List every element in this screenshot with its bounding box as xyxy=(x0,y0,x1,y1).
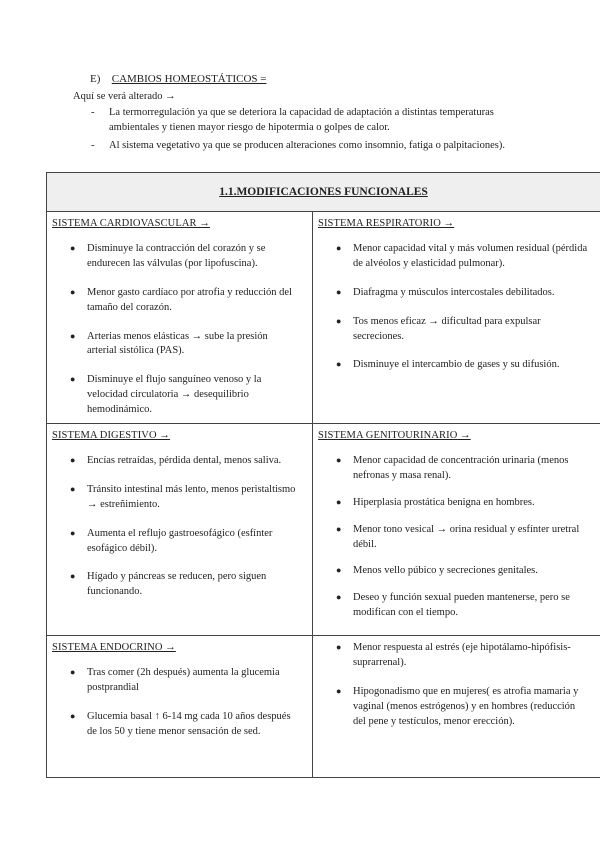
bullet-icon: ● xyxy=(70,483,76,494)
bullet-icon: ● xyxy=(70,286,76,297)
bullet-icon: ● xyxy=(336,592,342,603)
list-item xyxy=(313,242,588,272)
list-item-text: Encías retraídas, pérdida dental, menos saliva. xyxy=(87,454,282,466)
list-item-text: Menor tono vesical → orina residual y esfínter uretral débil. xyxy=(353,523,580,550)
list-item xyxy=(313,591,588,621)
cell-cardiovascular xyxy=(47,212,313,424)
cell-endocrino-continued xyxy=(313,636,600,778)
dash-marker: - xyxy=(91,139,95,151)
list-item-text: Arterias menos elásticas → sube la presión arterial sistólica (PAS). xyxy=(87,330,268,357)
cell-respiratorio xyxy=(313,212,600,424)
cell-digestivo xyxy=(47,424,313,636)
section-title: CAMBIOS HOMEOSTÁTICOS = xyxy=(111,73,267,85)
list-item xyxy=(313,523,588,553)
endocrino-title: SISTEMA ENDOCRINO → xyxy=(52,642,176,653)
list-item-text: Deseo y función sexual pueden mantenerse, pero se modifican con el tiempo. xyxy=(353,592,570,619)
bullet-icon: ● xyxy=(70,571,76,582)
bullet-icon: ● xyxy=(70,330,76,341)
section-letter: E) xyxy=(90,73,101,85)
bullet-icon: ● xyxy=(336,286,342,297)
list-item-text: Hiperplasia prostática benigna en hombres. xyxy=(353,496,535,508)
list-item xyxy=(313,454,588,484)
dash-marker: - xyxy=(91,107,95,118)
table-title-cell xyxy=(47,173,600,212)
list-item-text: Menor respuesta al estrés (eje hipotálamo-hipófisis-suprarrenal). xyxy=(353,642,571,668)
section-heading xyxy=(90,72,266,88)
list-item xyxy=(47,666,300,696)
list-item xyxy=(313,685,588,730)
cardiovascular-title: SISTEMA CARDIOVASCULAR → xyxy=(52,218,210,229)
bullet-icon: ● xyxy=(336,454,342,465)
bullet-icon: ● xyxy=(70,242,76,253)
list-item-text: Tránsito intestinal más lento, menos peristaltismo → estreñimiento. xyxy=(87,483,296,510)
list-item xyxy=(47,242,300,272)
list-item xyxy=(47,570,300,600)
bullet-icon: ● xyxy=(336,685,342,696)
bullet-icon: ● xyxy=(336,565,342,576)
cell-endocrino xyxy=(47,636,313,778)
dash-list-item xyxy=(91,139,531,154)
intro-text: Aquí se verá alterado → xyxy=(73,91,176,102)
bullet-icon: ● xyxy=(70,666,76,677)
cell-genitourinario xyxy=(313,424,600,636)
list-item-text: Aumenta el reflujo gastroesofágico (esfínter esofágico débil). xyxy=(87,527,273,554)
list-item xyxy=(313,641,588,671)
list-item-text: Menos vello púbico y secreciones genitales. xyxy=(353,565,538,577)
list-item xyxy=(313,286,588,301)
list-item-text: Menor capacidad vital y más volumen residual (pérdida de alvéolos y elasticidad pulmonar). xyxy=(353,242,588,269)
functional-changes-table xyxy=(46,172,600,778)
genitourinario-title: SISTEMA GENITOURINARIO → xyxy=(318,430,471,441)
bullet-icon: ● xyxy=(336,315,342,326)
list-item xyxy=(47,454,300,469)
dash-list-item xyxy=(91,106,531,136)
list-item-text: Hipogonadismo que en mujeres( es atrofia mamaria y vaginal (menos estrógenos) y en hombres (reducción del pene y testículos, menor erección). xyxy=(353,685,579,727)
dash-item-text: Al sistema vegetativo ya que se producen alteraciones como insomnio, fatiga o palpitaciones). xyxy=(109,139,505,151)
list-item xyxy=(313,358,588,373)
list-item-text: Glucemia basal ↑ 6-14 mg cada 10 años después de los 50 y tiene menor sensación de sed. xyxy=(87,710,291,737)
bullet-icon: ● xyxy=(70,454,76,465)
bullet-icon: ● xyxy=(336,359,342,370)
list-item-text: Hígado y páncreas se reducen, pero siguen funcionando. xyxy=(87,571,267,598)
bullet-icon: ● xyxy=(70,710,76,721)
bullet-icon: ● xyxy=(336,496,342,507)
dash-item-text: La termorregulación ya que se deteriora la capacidad de adaptación a distintas temperaturas ambientales y tienen mayor riesgo de hipotermia o golpes de calor. xyxy=(109,107,494,133)
bullet-icon: ● xyxy=(70,374,76,385)
bullet-icon: ● xyxy=(336,523,342,534)
list-item xyxy=(47,527,300,557)
list-item xyxy=(47,710,300,740)
list-item xyxy=(47,373,300,418)
list-item xyxy=(313,496,588,511)
list-item-text: Menor capacidad de concentración urinaria (menos nefronas y masa renal). xyxy=(353,454,569,481)
bullet-icon: ● xyxy=(70,527,76,538)
list-item xyxy=(47,330,300,360)
list-item-text: Disminuye la contracción del corazón y se endurecen las válvulas (por lipofuscina). xyxy=(87,242,266,269)
bullet-icon: ● xyxy=(336,242,342,253)
list-item-text: Disminuye el flujo sanguíneo venoso y la velocidad circulatoria → desequilibrio hemodinámico. xyxy=(87,374,262,416)
list-item-text: Tos menos eficaz → dificultad para expulsar secreciones. xyxy=(353,315,541,342)
digestivo-title: SISTEMA DIGESTIVO → xyxy=(52,430,170,441)
table-title: 1.1.MODIFICACIONES FUNCIONALES xyxy=(219,185,428,198)
dash-list xyxy=(91,106,531,157)
list-item xyxy=(47,286,300,316)
list-item-text: Menor gasto cardíaco por atrofia y reducción del tamaño del corazón. xyxy=(87,286,292,313)
respiratorio-title: SISTEMA RESPIRATORIO → xyxy=(318,218,455,229)
list-item xyxy=(47,483,300,513)
list-item-text: Disminuye el intercambio de gases y su difusión. xyxy=(353,359,560,371)
list-item xyxy=(313,564,588,579)
list-item-text: Diafragma y músculos intercostales debilitados. xyxy=(353,286,555,298)
list-item xyxy=(313,315,588,345)
list-item-text: Tras comer (2h después) aumenta la glucemia postprandial xyxy=(87,666,280,693)
bullet-icon: ● xyxy=(336,642,342,652)
